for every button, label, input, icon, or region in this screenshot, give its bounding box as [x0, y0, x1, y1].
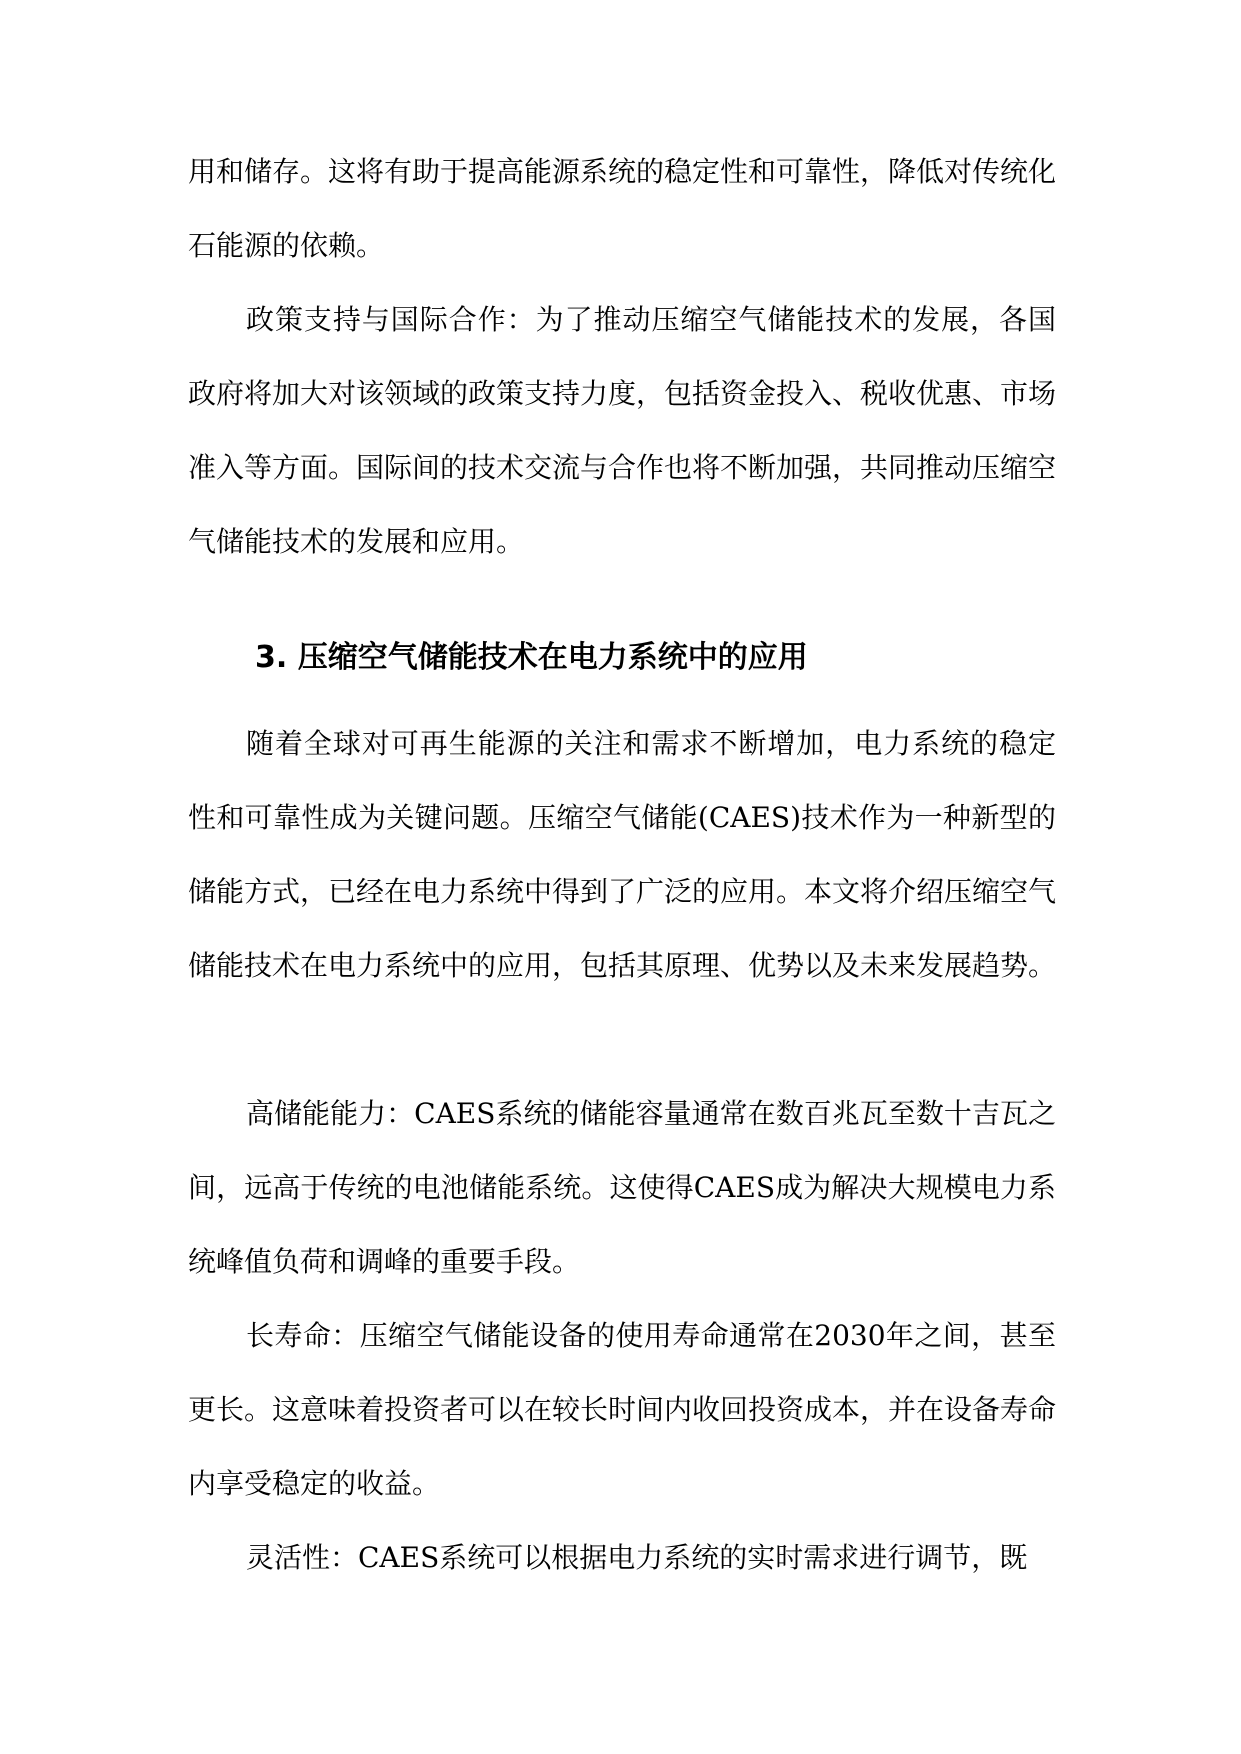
paragraph-policy-support: 政策支持与国际合作：为了推动压缩空气储能技术的发展，各国政府将加大对该领域的政策支持力度，包括资金投入、税收优惠、市场准入等方面。国际间的技术交流与合作也将不断加强，共同推动压缩空气储能技术的发展和应用。: [188, 303, 1057, 558]
paragraph-long-life: 长寿命：压缩空气储能设备的使用寿命通常在2030年之间，甚至更长。这意味着投资者可以在较长时间内收回投资成本，并在设备寿命内享受稳定的收益。: [188, 1319, 1057, 1500]
paragraph-high-capacity: 高储能能力：CAES系统的储能容量通常在数百兆瓦至数十吉瓦之间，远高于传统的电池储能系统。这使得CAES成为解决大规模电力系统峰值负荷和调峰的重要手段。: [188, 1097, 1056, 1278]
paragraph-continuation: 用和储存。这将有助于提高能源系统的稳定性和可靠性，降低对传统化石能源的依赖。: [188, 155, 1057, 262]
section-heading: 3. 压缩空气储能技术在电力系统中的应用: [255, 640, 808, 675]
paragraph-flexibility: 灵活性：CAES系统可以根据电力系统的实时需求进行调节，既: [246, 1541, 1028, 1574]
paragraph-intro: 随着全球对可再生能源的关注和需求不断增加，电力系统的稳定性和可靠性成为关键问题。压缩空气储能(CAES)技术作为一种新型的储能方式，已经在电力系统中得到了广泛的应用。本文将介绍压缩空气储能技术在电力系统中的应用，包括其原理、优势以及未来发展趋势。: [188, 727, 1057, 982]
